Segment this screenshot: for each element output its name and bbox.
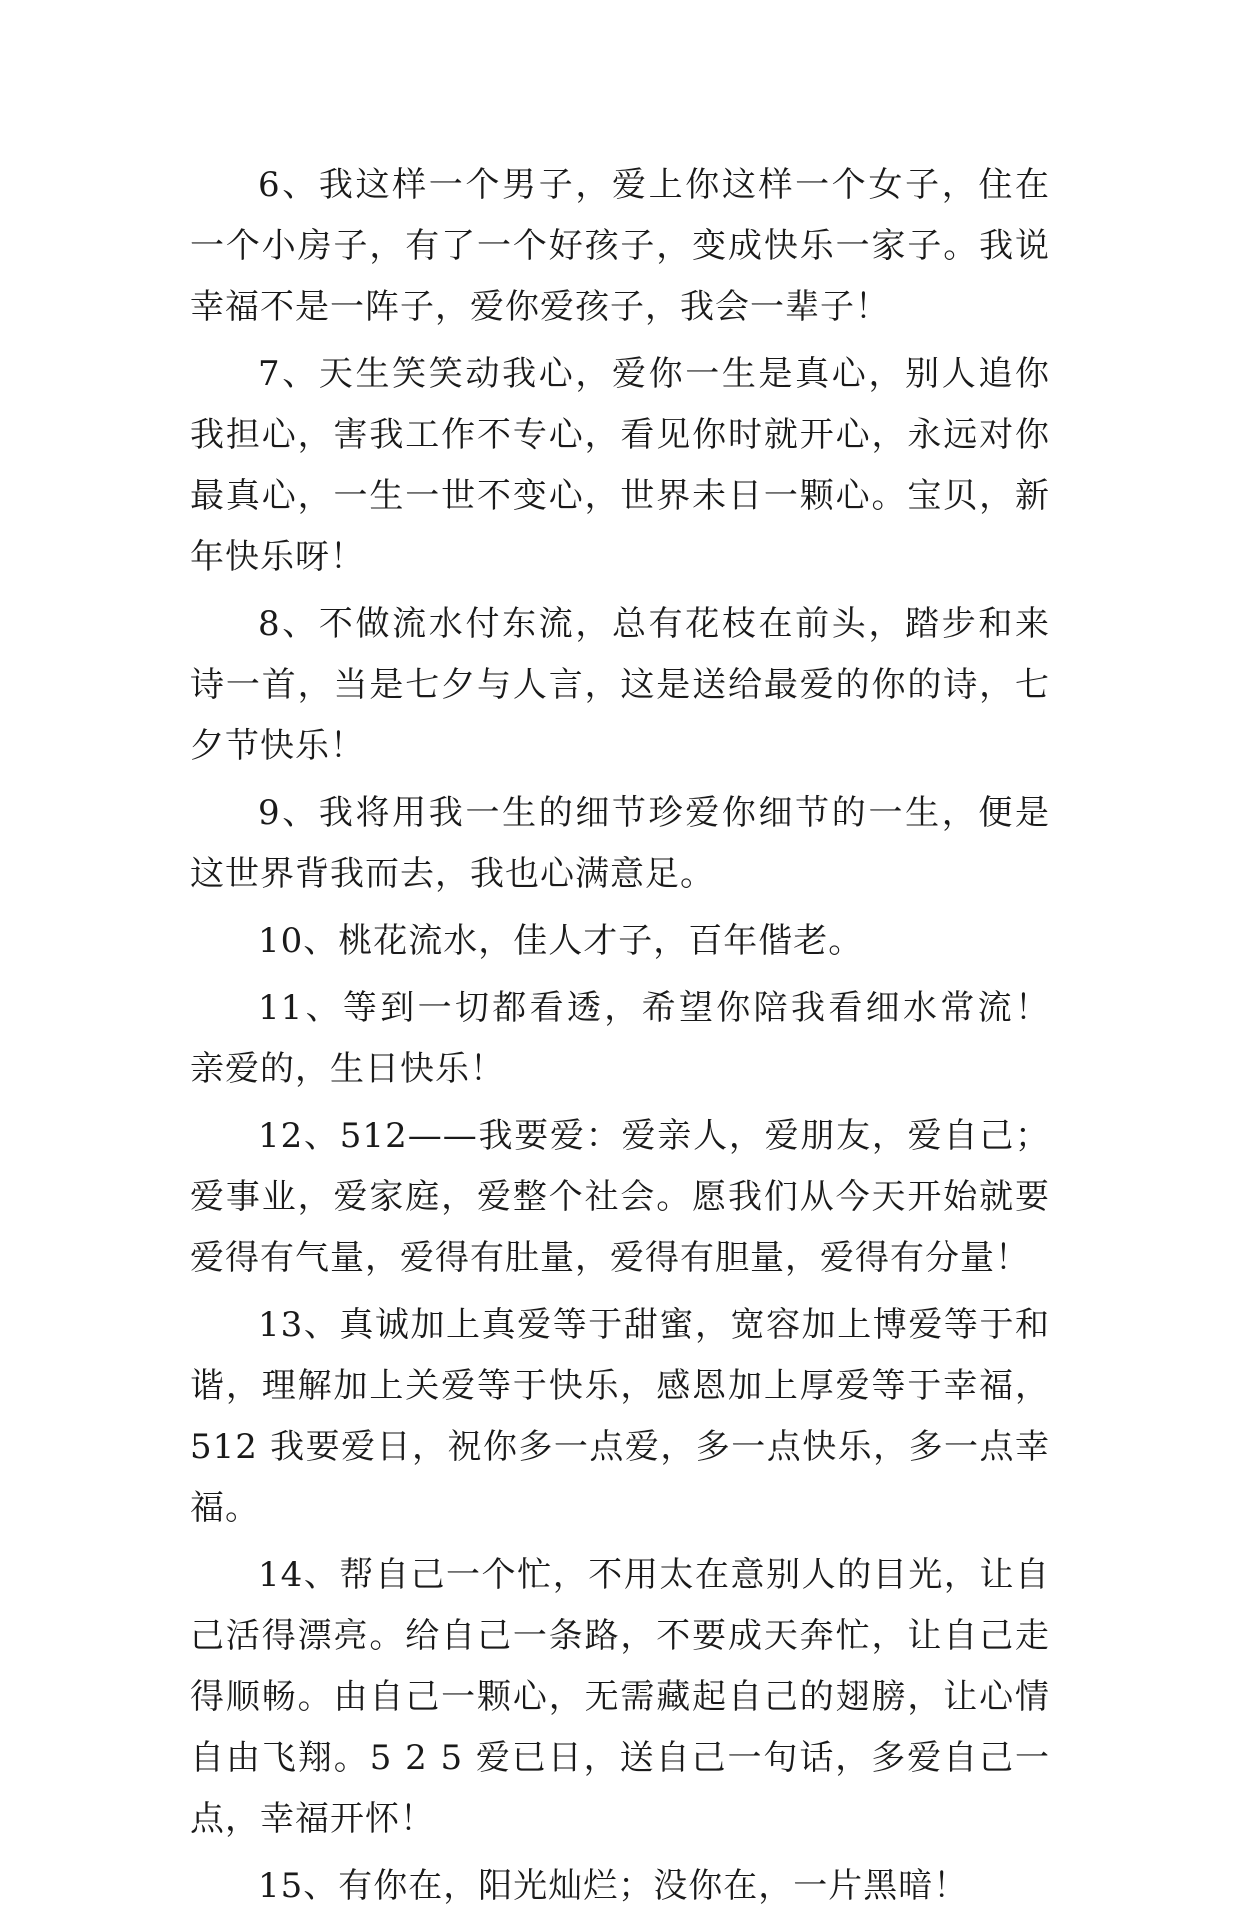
paragraph-13: 13、真诚加上真爱等于甜蜜，宽容加上博爱等于和谐，理解加上关爱等于快乐，感恩加上厚爱等于幸福，512 我要爱日，祝你多一点爱，多一点快乐，多一点幸福。 bbox=[190, 1305, 1050, 1528]
paragraph-8: 8、不做流水付东流，总有花枝在前头，踏步和来诗一首，当是七夕与人言，这是送给最爱的你的诗，七夕节快乐！ bbox=[190, 604, 1050, 766]
paragraph-14: 14、帮自己一个忙，不用太在意别人的目光，让自己活得漂亮。给自己一条路，不要成天奔忙，让自己走得顺畅。由自己一颗心，无需藏起自己的翅膀，让心情自由飞翔。5 2 5 爱已日，送自己一句话，多爱自己一点，幸福开怀！ bbox=[190, 1555, 1050, 1839]
paragraph-10: 10、桃花流水，佳人才子，百年偕老。 bbox=[258, 921, 864, 961]
document-body bbox=[190, 155, 1050, 1923]
paragraph-15: 15、有你在，阳光灿烂；没你在，一片黑暗！ bbox=[258, 1866, 969, 1906]
paragraph-7: 7、天生笑笑动我心，爱你一生是真心，别人追你我担心，害我工作不专心，看见你时就开心，永远对你最真心，一生一世不变心，世界未日一颗心。宝贝，新年快乐呀！ bbox=[190, 354, 1050, 577]
paragraph-6: 6、我这样一个男子，爱上你这样一个女子，住在一个小房子，有了一个好孩子，变成快乐一家子。我说幸福不是一阵子，爱你爱孩子，我会一辈子！ bbox=[190, 165, 1050, 327]
paragraph-12: 12、512——我要爱：爱亲人，爱朋友，爱自己；爱事业，爱家庭，爱整个社会。愿我们从今天开始就要爱得有气量，爱得有肚量，爱得有胆量，爱得有分量！ bbox=[190, 1116, 1050, 1278]
paragraph-9: 9、我将用我一生的细节珍爱你细节的一生，便是这世界背我而去，我也心满意足。 bbox=[190, 793, 1050, 894]
paragraph-11: 11、等到一切都看透，希望你陪我看细水常流！ 亲爱的，生日快乐！ bbox=[190, 988, 1050, 1089]
